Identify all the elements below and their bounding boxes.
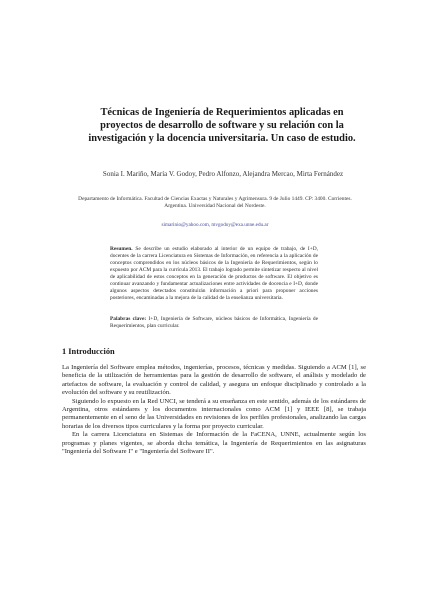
paper-emails[interactable]: simarinio@yahoo.com, mvgodoy@exa.unne.edu.ar — [161, 222, 269, 228]
body-paragraph: En la carrera Licenciatura en Sistemas de Información de la FaCENA, UNNE, actualmente según los programas y planes vigentes, se aborda dicha temática, la Ingeniería de Requerimientos en las asignaturas "Ingeniería del Software I" e "Ingeniería del Software II". — [62, 431, 366, 456]
keywords-text: I+D, Ingeniería de Software, núcleos básicos de Informática, Ingeniería de Requerimientos, plan curricular. — [110, 316, 318, 329]
paper-authors: Sonia I. Mariño, María V. Godoy, Pedro Alfonzo, Alejandra Mercao, Mirta Fernández — [102, 170, 344, 178]
section-body — [62, 364, 366, 456]
abstract-label: Resumen. — [110, 246, 133, 252]
paper-title: Técnicas de Ingeniería de Requerimientos aplicadas en proyectos de desarrollo de software y su relación con la investigación y la docencia universitaria. Un caso de estudio. — [88, 107, 356, 144]
abstract — [110, 246, 318, 302]
keywords — [110, 316, 318, 330]
abstract-text: Se describe un estudio elaborado al interior de un equipo de trabajo, de I+D, docentes de la carrera Licenciatura en Sistemas de Información, en referencia a la aplicación de conceptos comprendidos en los núcleos básicos de la Ingeniería de Requerimientos, según lo expuesto por ACM para la currícula 2013. El trabajo logrado permite sintetizar respecto al nivel de aplicabilidad de estos conceptos en la generación de productos de software. El objetivo es continuar avanzando y fundamentar actualizaciones entre actividades de docencia e I+D, donde algunos aspectos detectados constituirán información a priori para proponer acciones posteriores, encaminadas a la mejora de la calidad de la enseñanza universitaria. — [110, 246, 318, 301]
body-paragraph: La Ingeniería del Software emplea métodos, ingenierías, procesos, técnicas y medidas. Siguiendo a ACM [1], se beneficia de la utilización de herramientas para la gestión de desarrollo de software, el análisis y modelado de artefactos de software, la evaluación y control de calidad, y asegura un enfoque disciplinado y controlado a la evolución del software y su reutilización. — [62, 364, 366, 397]
body-paragraph: Siguiendo lo expuesto en la Red UNCI, se tenderá a su enseñanza en este sentido, además de los estándares de Argentina, otros estándares y los documentos internacionales como ACM [1] y IEEE [8], se trabaja permanentemente en el seno de las Universidades en revisiones de los perfiles profesionales, analizando las cargas horarias de los diversos tipos curriculares y la forma por proyecto curricular. — [62, 397, 366, 430]
section-title: 1 Introducción — [62, 347, 115, 356]
keywords-label: Palabras clave: — [110, 316, 147, 322]
paper-affiliation: Departamento de Informática. Facultad de Ciencias Exactas y Naturales y Agrimensura. 9 de Julio 1449. CP: 3400. Corrientes. Argentina. Universidad Nacional del Nordeste. — [78, 196, 352, 209]
